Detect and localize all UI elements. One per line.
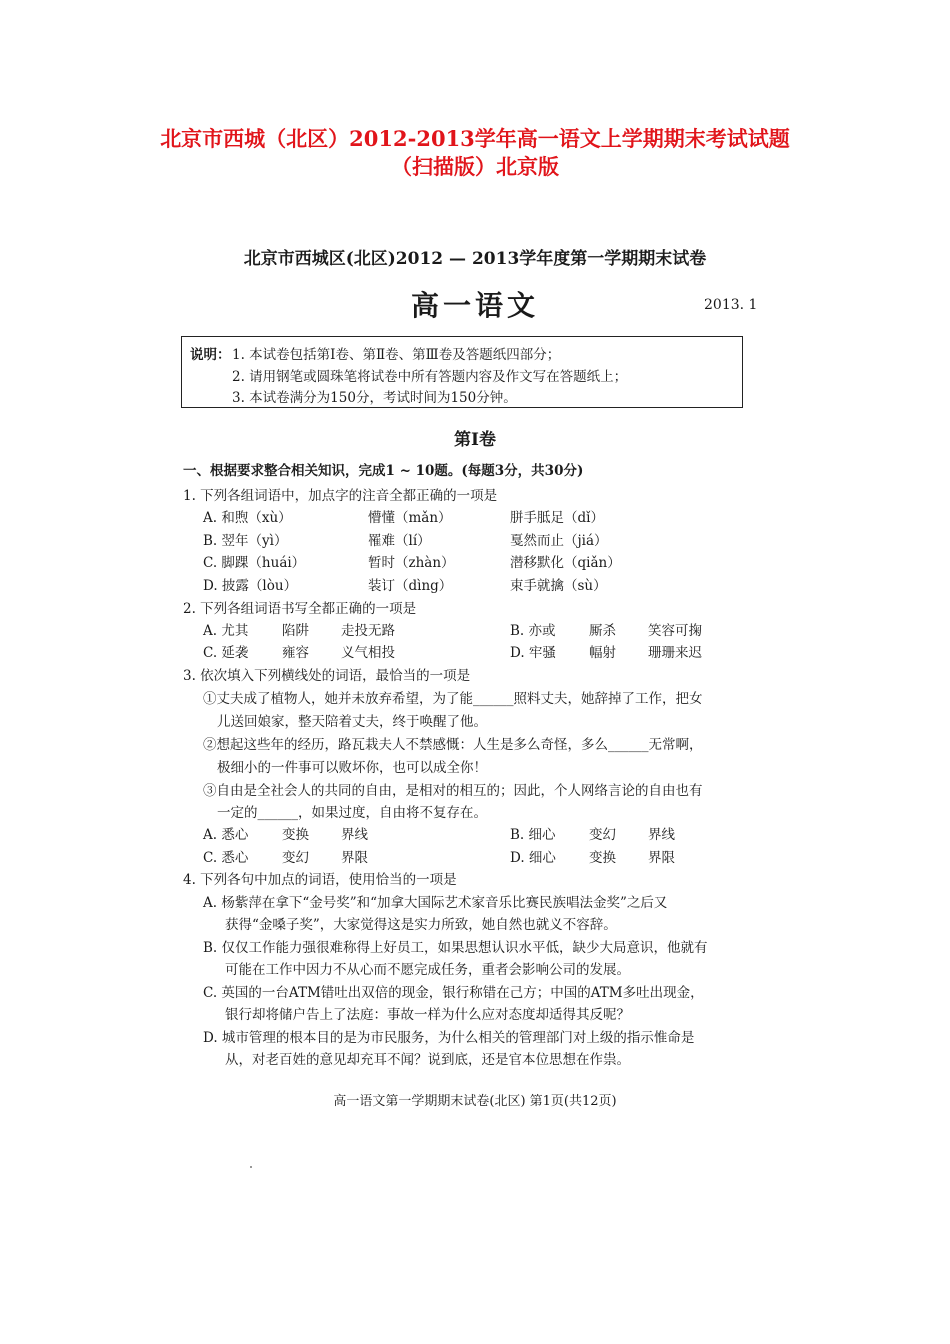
- q2-c2: 雍容: [282, 645, 309, 661]
- q2-b1: B. 亦或: [510, 623, 556, 639]
- q2-b3: 笑容可掬: [648, 623, 702, 639]
- q4-stem: 4. 下列各句中加点的词语，使用恰当的一项是: [183, 872, 457, 888]
- doc-title-line2: （扫描版）北京版: [391, 154, 559, 179]
- q2-d2: 幅射: [589, 645, 616, 661]
- q1-b1: B. 翌年（yì）: [203, 533, 288, 549]
- q1-c2: 暂时（zhàn）: [368, 555, 455, 571]
- q4-a-line1: A. 杨紫萍在拿下“金号奖”和“加拿大国际艺术家音乐比赛民族唱法金奖”之后又: [203, 895, 668, 911]
- q2-a1: A. 尤其: [203, 623, 249, 639]
- exam-header: 北京市西城区(北区)2012 — 2013学年度第一学期期末试卷: [243, 249, 707, 269]
- q1-a2: 懵懂（mǎn）: [368, 510, 452, 526]
- q2-d3: 珊珊来迟: [648, 645, 702, 661]
- q2-d1: D. 牢骚: [510, 645, 556, 661]
- q1-d3: 束手就擒（sù）: [510, 578, 607, 594]
- q3-c2: 变幻: [282, 850, 309, 866]
- doc-title-line1: 北京市西城（北区）2012-2013学年高一语文上学期期末考试试题: [160, 126, 790, 151]
- note-2: 2. 请用钢笔或圆珠笔将试卷中所有答题内容及作文写在答题纸上；: [232, 369, 628, 385]
- q3-line4: 极细小的一件事可以败坏你，也可以成全你！: [217, 760, 487, 776]
- q3-b1: B. 细心: [510, 827, 556, 843]
- q1-a1: A. 和煦（xù）: [203, 510, 292, 526]
- note-3: 3. 本试卷满分为150分，考试时间为150分钟。: [232, 390, 517, 406]
- q4-b-line2: 可能在工作中因力不从心而不愿完成任务，重者会影响公司的发展。: [225, 962, 630, 978]
- q1-c3: 潜移默化（qiǎn）: [510, 555, 621, 571]
- q3-a1: A. 悉心: [203, 827, 249, 843]
- part1-heading: 一、根据要求整合相关知识，完成1 ~ 10题。(每题3分，共30分): [183, 463, 584, 479]
- q3-line2: 儿送回娘家，整天陪着丈夫，终于唤醒了他。: [217, 714, 487, 730]
- q4-d-line2: 从，对老百姓的意见却充耳不闻？说到底，还是官本位思想在作祟。: [225, 1052, 630, 1068]
- q4-a-line2: 获得“金嗓子奖”，大家觉得这是实力所致，她自然也就义不容辞。: [225, 917, 617, 933]
- q3-stem: 3. 依次填入下列横线处的词语，最恰当的一项是: [183, 668, 471, 684]
- q3-d3: 界限: [648, 850, 675, 866]
- exam-date: 2013. 1: [704, 297, 758, 313]
- q2-c1: C. 延袭: [203, 645, 249, 661]
- q2-stem: 2. 下列各组词语书写全都正确的一项是: [183, 601, 417, 617]
- q1-b2: 罹难（lí）: [368, 533, 431, 549]
- q3-line6: 一定的______，如果过度，自由将不复存在。: [217, 805, 487, 821]
- q2-a3: 走投无路: [341, 623, 395, 639]
- q3-line1: ①丈夫成了植物人，她并未放弃希望，为了能______照料丈夫，她辞掉了工作，把女: [203, 691, 703, 707]
- q4-d-line1: D. 城市管理的根本目的是为市民服务，为什么相关的管理部门对上级的指示惟命是: [203, 1030, 695, 1046]
- q1-b3: 戛然而止（jiá）: [510, 533, 608, 549]
- q3-line5: ③自由是全社会人的共同的自由，是相对的相互的；因此，个人网络言论的自由也有: [203, 783, 703, 799]
- page-footer: 高一语文第一学期期末试卷(北区) 第1页(共12页): [333, 1094, 617, 1109]
- q3-b3: 界线: [648, 827, 675, 843]
- scan-speck: [250, 1166, 252, 1168]
- q2-b2: 厮杀: [589, 623, 616, 639]
- q1-a3: 胼手胝足（dǐ）: [510, 510, 604, 526]
- q3-c3: 界限: [341, 850, 368, 866]
- q3-a2: 变换: [282, 827, 309, 843]
- q3-c1: C. 悉心: [203, 850, 249, 866]
- q4-c-line2: 银行却将储户告上了法庭：事故一样为什么应对态度却适得其反呢？: [225, 1007, 630, 1023]
- q4-c-line1: C. 英国的一台ATM错吐出双倍的现金，银行称错在己方；中国的ATM多吐出现金，: [203, 985, 704, 1001]
- q4-b-line1: B. 仅仅工作能力强很难称得上好员工，如果思想认识水平低，缺少大局意识，他就有: [203, 940, 708, 956]
- q1-d1: D. 披露（lòu）: [203, 578, 298, 594]
- q2-a2: 陷阱: [282, 623, 309, 639]
- q3-line3: ②想起这些年的经历，路瓦栽夫人不禁感慨：人生是多么奇怪，多么______无常啊，: [203, 737, 703, 753]
- q3-d1: D. 细心: [510, 850, 556, 866]
- notes-label: 说明：: [190, 347, 231, 363]
- q3-d2: 变换: [589, 850, 616, 866]
- note-1: 1. 本试卷包括第Ⅰ卷、第Ⅱ卷、第Ⅲ卷及答题纸四部分；: [232, 347, 561, 363]
- section-title: 第Ⅰ卷: [454, 430, 496, 450]
- q1-stem: 1. 下列各组词语中，加点字的注音全都正确的一项是: [183, 488, 498, 504]
- q3-a3: 界线: [341, 827, 368, 843]
- q1-c1: C. 脚踝（huái）: [203, 555, 306, 571]
- q3-b2: 变幻: [589, 827, 616, 843]
- q2-c3: 义气相投: [341, 645, 395, 661]
- q1-d2: 装订（dìng）: [368, 578, 453, 594]
- subject-title: 高一语文: [410, 289, 539, 322]
